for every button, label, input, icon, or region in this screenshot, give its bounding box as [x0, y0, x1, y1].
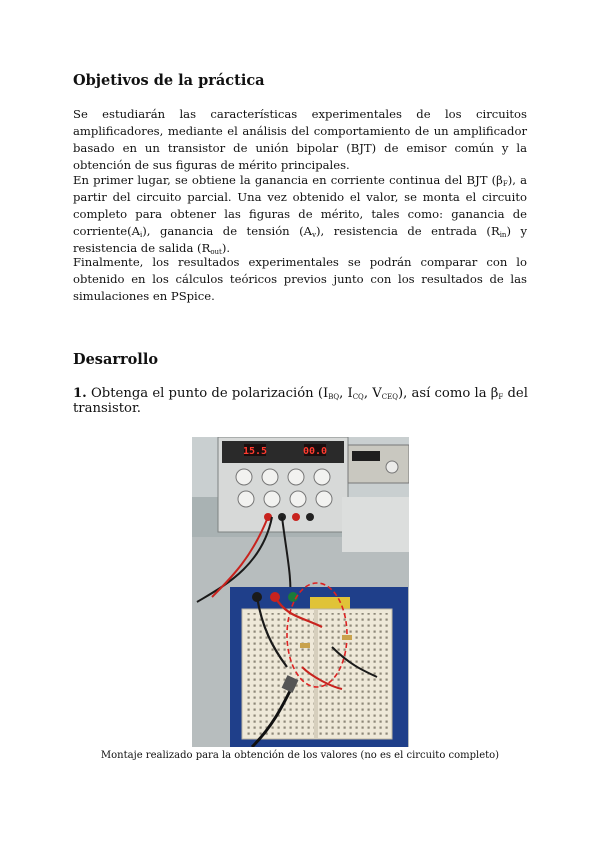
- p2-sub-out: out: [210, 248, 222, 256]
- item1-text-3: , V: [363, 386, 382, 401]
- p2-text-d: ), resistencia de entrada (R: [316, 224, 500, 238]
- p2-sub-v: v: [312, 231, 317, 239]
- item1-sub-bq: BQ: [328, 393, 340, 401]
- p2-text-b: ), a partir del circuito parcial. Una vez obtenido el valor, se monta el circuito completo para obtener las figuras de mérito, tales como: ganancia de corriente(A: [73, 173, 528, 238]
- left-display-readout: 15.5: [242, 446, 268, 457]
- item1-text-4: ), así como la β: [397, 386, 499, 401]
- p2-sub-f: F: [502, 180, 508, 188]
- list-item-1: [73, 386, 600, 416]
- item1-text-2: , I: [339, 386, 353, 401]
- item1-sub-cq: CQ: [352, 393, 364, 401]
- item1-text-1: Obtenga el punto de polarización (I: [86, 386, 329, 401]
- section-heading-desarrollo: Desarrollo: [73, 351, 158, 368]
- item1-text-5: del transistor.: [73, 386, 528, 416]
- p2-sub-i: i: [140, 231, 143, 239]
- item1-sub-ceq: CEQ: [381, 393, 398, 401]
- item-number: 1.: [73, 386, 87, 401]
- p2-sub-in: in: [499, 231, 507, 239]
- p2-text-a: En primer lugar, se obtiene la ganancia en corriente continua del BJT (β: [73, 173, 503, 187]
- section-heading-objetivos: Objetivos de la práctica: [73, 72, 265, 89]
- paragraph-objetivos-2: [73, 172, 527, 257]
- paragraph-objetivos-3: Finalmente, los resultados experimentales se podrán comparar con lo obtenido en los cálculos teóricos previos junto con los resultados de las simulaciones en PSpice.: [73, 255, 527, 303]
- right-display-readout: 00.0: [302, 446, 328, 457]
- paragraph-objetivos-1: Se estudiarán las características experimentales de los circuitos amplificadores, mediante el análisis del comportamiento de un amplificador basado en un transistor de unión bipolar (BJT) de emisor común y la obtención de sus figuras de mérito principales.: [73, 107, 527, 172]
- item1-sub-f: F: [498, 393, 504, 401]
- p2-text-c: ), ganancia de tensión (A: [142, 224, 313, 238]
- figure-caption: Montaje realizado para la obtención de los valores (no es el circuito completo): [100, 750, 500, 761]
- lab-setup-illustration: [192, 437, 409, 747]
- p2-text-f: ).: [221, 241, 231, 255]
- lab-setup-photo: [192, 437, 409, 747]
- p2-text-e: ) y resistencia de salida (R: [73, 224, 528, 255]
